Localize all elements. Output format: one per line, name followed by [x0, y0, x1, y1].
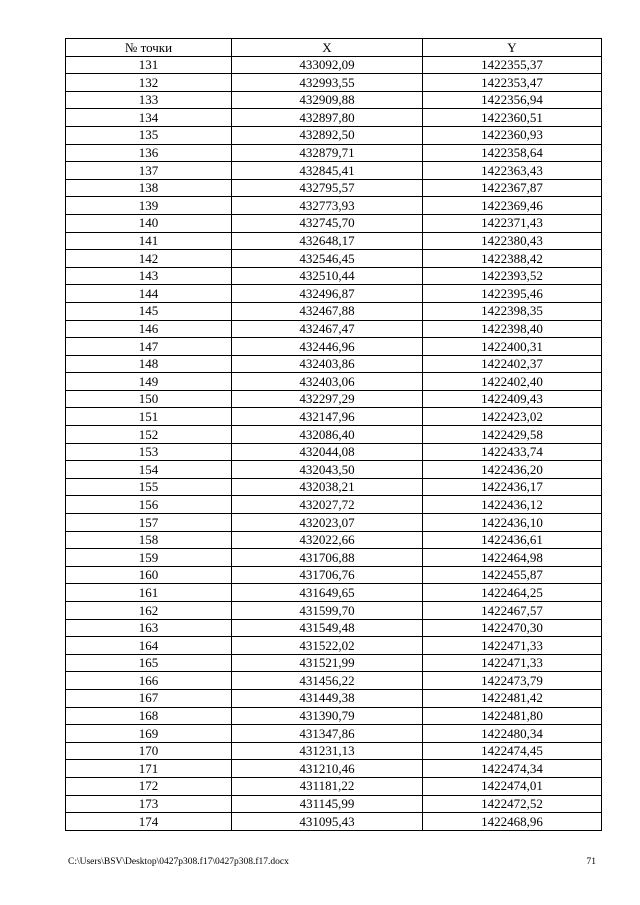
x-cell: 432993,55 — [232, 74, 423, 92]
x-cell: 431449,38 — [232, 689, 423, 707]
table-row — [66, 74, 602, 92]
y-cell: 1422436,10 — [423, 514, 602, 532]
point-number-cell: 148 — [66, 355, 232, 373]
x-cell: 431706,88 — [232, 549, 423, 567]
y-cell: 1422474,34 — [423, 760, 602, 778]
table-row — [66, 725, 602, 743]
point-number-cell: 173 — [66, 795, 232, 813]
table-row — [66, 496, 602, 514]
y-cell: 1422367,87 — [423, 179, 602, 197]
y-cell: 1422363,43 — [423, 162, 602, 180]
x-cell: 432403,06 — [232, 373, 423, 391]
x-cell: 431181,22 — [232, 777, 423, 795]
y-cell: 1422436,12 — [423, 496, 602, 514]
x-cell: 432467,47 — [232, 320, 423, 338]
table-row — [66, 584, 602, 602]
table-header — [66, 39, 602, 57]
table-row — [66, 707, 602, 725]
x-cell: 432897,80 — [232, 109, 423, 127]
table-row — [66, 531, 602, 549]
point-number-cell: 149 — [66, 373, 232, 391]
table-row — [66, 689, 602, 707]
x-cell: 432086,40 — [232, 426, 423, 444]
table-row — [66, 742, 602, 760]
y-cell: 1422409,43 — [423, 390, 602, 408]
point-number-cell: 171 — [66, 760, 232, 778]
x-cell: 431456,22 — [232, 672, 423, 690]
y-cell: 1422398,35 — [423, 302, 602, 320]
point-number-cell: 142 — [66, 250, 232, 268]
y-cell: 1422481,42 — [423, 689, 602, 707]
point-number-cell: 143 — [66, 267, 232, 285]
y-cell: 1422472,52 — [423, 795, 602, 813]
table-row — [66, 672, 602, 690]
point-number-cell: 146 — [66, 320, 232, 338]
x-cell: 432297,29 — [232, 390, 423, 408]
table-body — [66, 56, 602, 830]
point-number-cell: 138 — [66, 179, 232, 197]
table-row — [66, 813, 602, 831]
y-cell: 1422429,58 — [423, 426, 602, 444]
y-cell: 1422369,46 — [423, 197, 602, 215]
y-cell: 1422402,40 — [423, 373, 602, 391]
point-number-cell: 141 — [66, 232, 232, 250]
header-point-number: № точки — [66, 39, 232, 57]
x-cell: 433092,09 — [232, 56, 423, 74]
table-row — [66, 390, 602, 408]
x-cell: 432795,57 — [232, 179, 423, 197]
y-cell: 1422436,20 — [423, 461, 602, 479]
point-number-cell: 147 — [66, 338, 232, 356]
point-number-cell: 161 — [66, 584, 232, 602]
x-cell: 432496,87 — [232, 285, 423, 303]
x-cell: 431706,76 — [232, 566, 423, 584]
x-cell: 432043,50 — [232, 461, 423, 479]
point-number-cell: 154 — [66, 461, 232, 479]
y-cell: 1422395,46 — [423, 285, 602, 303]
table-row — [66, 619, 602, 637]
y-cell: 1422353,47 — [423, 74, 602, 92]
table-row — [66, 250, 602, 268]
table-row — [66, 179, 602, 197]
point-number-cell: 137 — [66, 162, 232, 180]
y-cell: 1422423,02 — [423, 408, 602, 426]
y-cell: 1422468,96 — [423, 813, 602, 831]
point-number-cell: 133 — [66, 91, 232, 109]
table-row — [66, 355, 602, 373]
point-number-cell: 158 — [66, 531, 232, 549]
y-cell: 1422470,30 — [423, 619, 602, 637]
y-cell: 1422436,17 — [423, 478, 602, 496]
y-cell: 1422358,64 — [423, 144, 602, 162]
x-cell: 431390,79 — [232, 707, 423, 725]
point-number-cell: 135 — [66, 126, 232, 144]
y-cell: 1422481,80 — [423, 707, 602, 725]
table-row — [66, 56, 602, 74]
point-number-cell: 131 — [66, 56, 232, 74]
table-row — [66, 214, 602, 232]
y-cell: 1422360,93 — [423, 126, 602, 144]
x-cell: 432546,45 — [232, 250, 423, 268]
x-cell: 431521,99 — [232, 654, 423, 672]
y-cell: 1422402,37 — [423, 355, 602, 373]
x-cell: 431522,02 — [232, 637, 423, 655]
x-cell: 431145,99 — [232, 795, 423, 813]
table-row — [66, 320, 602, 338]
point-number-cell: 150 — [66, 390, 232, 408]
y-cell: 1422356,94 — [423, 91, 602, 109]
y-cell: 1422473,79 — [423, 672, 602, 690]
table-row — [66, 443, 602, 461]
point-number-cell: 160 — [66, 566, 232, 584]
y-cell: 1422398,40 — [423, 320, 602, 338]
table-row — [66, 197, 602, 215]
y-cell: 1422388,42 — [423, 250, 602, 268]
x-cell: 432892,50 — [232, 126, 423, 144]
table-row — [66, 338, 602, 356]
point-number-cell: 155 — [66, 478, 232, 496]
point-number-cell: 169 — [66, 725, 232, 743]
x-cell: 432023,07 — [232, 514, 423, 532]
point-number-cell: 174 — [66, 813, 232, 831]
x-cell: 431549,48 — [232, 619, 423, 637]
point-number-cell: 153 — [66, 443, 232, 461]
y-cell: 1422464,98 — [423, 549, 602, 567]
point-number-cell: 152 — [66, 426, 232, 444]
point-number-cell: 145 — [66, 302, 232, 320]
table-row — [66, 373, 602, 391]
point-number-cell: 172 — [66, 777, 232, 795]
x-cell: 432510,44 — [232, 267, 423, 285]
y-cell: 1422433,74 — [423, 443, 602, 461]
x-cell: 432467,88 — [232, 302, 423, 320]
header-row — [66, 39, 602, 57]
table-row — [66, 602, 602, 620]
header-y: Y — [423, 39, 602, 57]
x-cell: 432648,17 — [232, 232, 423, 250]
table-row — [66, 126, 602, 144]
table-row — [66, 566, 602, 584]
y-cell: 1422474,45 — [423, 742, 602, 760]
table-row — [66, 478, 602, 496]
table-row — [66, 654, 602, 672]
table-row — [66, 549, 602, 567]
x-cell: 431649,65 — [232, 584, 423, 602]
table-row — [66, 267, 602, 285]
y-cell: 1422467,57 — [423, 602, 602, 620]
point-number-cell: 134 — [66, 109, 232, 127]
table-row — [66, 760, 602, 778]
point-number-cell: 166 — [66, 672, 232, 690]
y-cell: 1422474,01 — [423, 777, 602, 795]
point-number-cell: 144 — [66, 285, 232, 303]
table-row — [66, 426, 602, 444]
x-cell: 431231,13 — [232, 742, 423, 760]
point-number-cell: 164 — [66, 637, 232, 655]
point-number-cell: 167 — [66, 689, 232, 707]
table-row — [66, 302, 602, 320]
table-row — [66, 795, 602, 813]
x-cell: 432773,93 — [232, 197, 423, 215]
point-number-cell: 157 — [66, 514, 232, 532]
point-number-cell: 132 — [66, 74, 232, 92]
point-number-cell: 165 — [66, 654, 232, 672]
x-cell: 432038,21 — [232, 478, 423, 496]
x-cell: 432022,66 — [232, 531, 423, 549]
x-cell: 432909,88 — [232, 91, 423, 109]
point-number-cell: 163 — [66, 619, 232, 637]
y-cell: 1422360,51 — [423, 109, 602, 127]
y-cell: 1422455,87 — [423, 566, 602, 584]
y-cell: 1422371,43 — [423, 214, 602, 232]
point-number-cell: 139 — [66, 197, 232, 215]
y-cell: 1422480,34 — [423, 725, 602, 743]
x-cell: 432845,41 — [232, 162, 423, 180]
table-row — [66, 91, 602, 109]
point-number-cell: 156 — [66, 496, 232, 514]
table-row — [66, 637, 602, 655]
point-number-cell: 136 — [66, 144, 232, 162]
x-cell: 432745,70 — [232, 214, 423, 232]
y-cell: 1422471,33 — [423, 654, 602, 672]
footer-file-path: C:\Users\BSV\Desktop\0427p308.f17\0427p308.f17.docx — [68, 857, 289, 867]
table-row — [66, 109, 602, 127]
point-number-cell: 140 — [66, 214, 232, 232]
x-cell: 432446,96 — [232, 338, 423, 356]
y-cell: 1422436,61 — [423, 531, 602, 549]
y-cell: 1422355,37 — [423, 56, 602, 74]
y-cell: 1422400,31 — [423, 338, 602, 356]
y-cell: 1422393,52 — [423, 267, 602, 285]
y-cell: 1422471,33 — [423, 637, 602, 655]
y-cell: 1422380,43 — [423, 232, 602, 250]
table-row — [66, 461, 602, 479]
table-row — [66, 144, 602, 162]
coordinates-table — [65, 38, 602, 831]
point-number-cell: 168 — [66, 707, 232, 725]
point-number-cell: 159 — [66, 549, 232, 567]
y-cell: 1422464,25 — [423, 584, 602, 602]
point-number-cell: 170 — [66, 742, 232, 760]
table-row — [66, 514, 602, 532]
x-cell: 431599,70 — [232, 602, 423, 620]
x-cell: 432147,96 — [232, 408, 423, 426]
x-cell: 432044,08 — [232, 443, 423, 461]
x-cell: 432879,71 — [232, 144, 423, 162]
x-cell: 431347,86 — [232, 725, 423, 743]
page-number: 71 — [586, 857, 596, 867]
table-row — [66, 408, 602, 426]
table-row — [66, 777, 602, 795]
table-row — [66, 232, 602, 250]
point-number-cell: 162 — [66, 602, 232, 620]
table-row — [66, 162, 602, 180]
point-number-cell: 151 — [66, 408, 232, 426]
x-cell: 432027,72 — [232, 496, 423, 514]
table-row — [66, 285, 602, 303]
x-cell: 431210,46 — [232, 760, 423, 778]
x-cell: 432403,86 — [232, 355, 423, 373]
header-x: X — [232, 39, 423, 57]
x-cell: 431095,43 — [232, 813, 423, 831]
